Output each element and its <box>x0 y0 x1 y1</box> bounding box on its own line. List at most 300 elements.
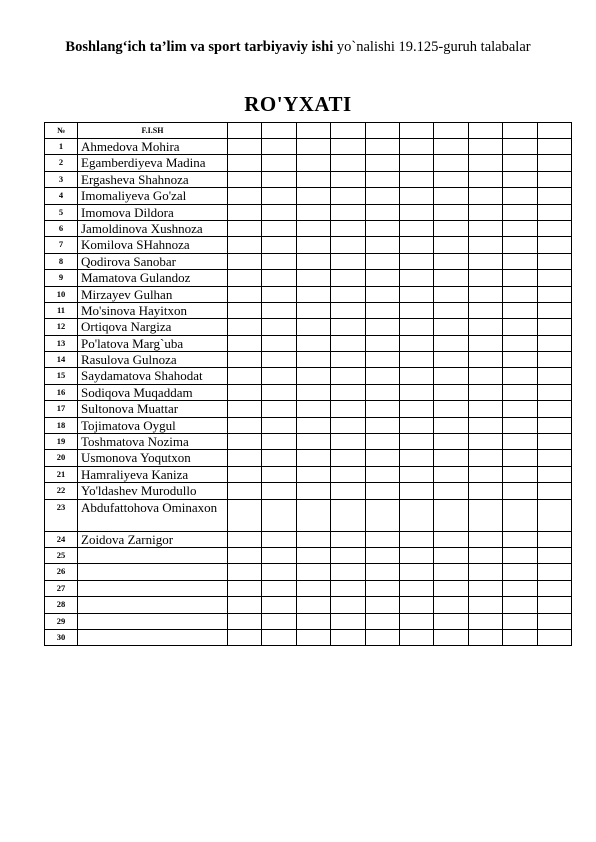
blank-cell <box>434 368 468 384</box>
blank-cell <box>365 171 399 187</box>
blank-cell <box>365 580 399 596</box>
blank-cell <box>262 401 296 417</box>
blank-cell <box>331 139 365 155</box>
blank-cell <box>399 466 433 482</box>
blank-cell <box>503 155 537 171</box>
header-normal-text: yo`nalishi 19.125-guruh talabalar <box>333 39 531 55</box>
blank-cell <box>262 155 296 171</box>
blank-cell <box>537 483 571 499</box>
blank-cell <box>537 302 571 318</box>
blank-cell <box>296 613 330 629</box>
blank-cell <box>468 188 502 204</box>
blank-cell <box>503 302 537 318</box>
blank-cell <box>537 139 571 155</box>
table-row <box>45 335 572 351</box>
blank-cell <box>399 580 433 596</box>
blank-cell <box>262 483 296 499</box>
blank-cell <box>228 499 262 531</box>
blank-cell <box>228 368 262 384</box>
student-name <box>78 580 228 596</box>
blank-cell <box>537 580 571 596</box>
blank-cell <box>503 352 537 368</box>
blank-cell <box>434 270 468 286</box>
blank-cell <box>503 417 537 433</box>
blank-cell <box>228 171 262 187</box>
row-number: 17 <box>45 401 78 417</box>
blank-cell <box>503 450 537 466</box>
blank-cell <box>468 384 502 400</box>
blank-cell <box>228 302 262 318</box>
blank-cell <box>468 531 502 547</box>
blank-cell <box>434 319 468 335</box>
table-row <box>45 171 572 187</box>
blank-cell <box>399 597 433 613</box>
blank-cell <box>503 335 537 351</box>
table-row <box>45 237 572 253</box>
table-row <box>45 434 572 450</box>
blank-cell <box>228 401 262 417</box>
blank-cell <box>503 368 537 384</box>
blank-cell <box>365 547 399 563</box>
table-row <box>45 302 572 318</box>
blank-cell <box>468 286 502 302</box>
blank-cell <box>365 401 399 417</box>
blank-cell <box>296 335 330 351</box>
blank-cell <box>399 417 433 433</box>
blank-cell <box>331 613 365 629</box>
table-row <box>45 450 572 466</box>
blank-cell <box>296 450 330 466</box>
blank-cell <box>331 368 365 384</box>
blank-cell <box>331 384 365 400</box>
blank-cell <box>331 531 365 547</box>
blank-cell <box>537 401 571 417</box>
table-row <box>45 368 572 384</box>
student-name <box>78 597 228 613</box>
blank-cell <box>537 204 571 220</box>
blank-cell <box>262 466 296 482</box>
blank-cell <box>399 434 433 450</box>
blank-cell <box>365 319 399 335</box>
table-row <box>45 401 572 417</box>
blank-cell <box>468 434 502 450</box>
blank-cell <box>434 335 468 351</box>
blank-cell <box>228 384 262 400</box>
blank-cell <box>434 401 468 417</box>
blank-cell <box>296 384 330 400</box>
blank-cell <box>468 417 502 433</box>
student-list-table <box>44 122 572 646</box>
blank-cell <box>331 155 365 171</box>
blank-cell <box>365 613 399 629</box>
table-row <box>45 580 572 596</box>
blank-cell <box>331 597 365 613</box>
blank-cell <box>468 547 502 563</box>
table-row <box>45 547 572 563</box>
blank-cell <box>331 580 365 596</box>
blank-cell <box>296 253 330 269</box>
blank-cell <box>537 270 571 286</box>
blank-cell <box>468 401 502 417</box>
blank-cell <box>262 368 296 384</box>
blank-cell <box>399 253 433 269</box>
blank-cell <box>262 352 296 368</box>
blank-cell <box>365 531 399 547</box>
blank-cell <box>296 368 330 384</box>
blank-cell <box>468 204 502 220</box>
student-name: Sodiqova Muqaddam <box>78 384 228 400</box>
blank-cell <box>468 220 502 236</box>
column-header-blank <box>331 123 365 139</box>
blank-cell <box>228 531 262 547</box>
blank-cell <box>228 286 262 302</box>
blank-cell <box>468 352 502 368</box>
blank-cell <box>262 580 296 596</box>
blank-cell <box>468 302 502 318</box>
blank-cell <box>537 384 571 400</box>
blank-cell <box>331 270 365 286</box>
blank-cell <box>399 155 433 171</box>
column-header-blank <box>262 123 296 139</box>
blank-cell <box>537 564 571 580</box>
row-number: 13 <box>45 335 78 351</box>
student-name: Qodirova Sanobar <box>78 253 228 269</box>
blank-cell <box>262 139 296 155</box>
blank-cell <box>503 384 537 400</box>
column-header-name: F.I.SH <box>78 123 228 139</box>
blank-cell <box>503 286 537 302</box>
blank-cell <box>537 237 571 253</box>
blank-cell <box>296 286 330 302</box>
blank-cell <box>399 499 433 531</box>
blank-cell <box>262 237 296 253</box>
blank-cell <box>262 286 296 302</box>
blank-cell <box>262 204 296 220</box>
blank-cell <box>399 483 433 499</box>
blank-cell <box>228 155 262 171</box>
blank-cell <box>399 286 433 302</box>
table-row <box>45 139 572 155</box>
blank-cell <box>296 171 330 187</box>
blank-cell <box>434 171 468 187</box>
blank-cell <box>228 188 262 204</box>
blank-cell <box>537 319 571 335</box>
blank-cell <box>503 580 537 596</box>
row-number: 6 <box>45 220 78 236</box>
blank-cell <box>331 629 365 645</box>
blank-cell <box>503 564 537 580</box>
blank-cell <box>503 401 537 417</box>
blank-cell <box>399 368 433 384</box>
blank-cell <box>503 270 537 286</box>
blank-cell <box>503 237 537 253</box>
blank-cell <box>296 434 330 450</box>
blank-cell <box>365 499 399 531</box>
blank-cell <box>468 629 502 645</box>
header-bold-text: Boshlang‘ich ta’lim va sport tarbiyaviy ishi <box>65 39 334 55</box>
blank-cell <box>331 188 365 204</box>
blank-cell <box>365 466 399 482</box>
blank-cell <box>434 531 468 547</box>
blank-cell <box>228 253 262 269</box>
blank-cell <box>228 434 262 450</box>
table-row <box>45 253 572 269</box>
student-name: Ergasheva Shahnoza <box>78 171 228 187</box>
student-name: Hamraliyeva Kaniza <box>78 466 228 482</box>
blank-cell <box>399 237 433 253</box>
blank-cell <box>331 319 365 335</box>
student-name: Usmonova Yoqutxon <box>78 450 228 466</box>
blank-cell <box>468 580 502 596</box>
row-number: 18 <box>45 417 78 433</box>
table-row <box>45 531 572 547</box>
blank-cell <box>262 417 296 433</box>
student-name: Tojimatova Oygul <box>78 417 228 433</box>
blank-cell <box>399 188 433 204</box>
blank-cell <box>296 417 330 433</box>
blank-cell <box>296 139 330 155</box>
blank-cell <box>365 188 399 204</box>
blank-cell <box>296 547 330 563</box>
blank-cell <box>434 220 468 236</box>
blank-cell <box>296 466 330 482</box>
blank-cell <box>399 302 433 318</box>
blank-cell <box>434 450 468 466</box>
blank-cell <box>468 155 502 171</box>
blank-cell <box>331 434 365 450</box>
row-number: 23 <box>45 499 78 531</box>
column-header-blank <box>537 123 571 139</box>
blank-cell <box>434 155 468 171</box>
blank-cell <box>365 139 399 155</box>
blank-cell <box>537 547 571 563</box>
blank-cell <box>228 204 262 220</box>
blank-cell <box>228 237 262 253</box>
blank-cell <box>537 155 571 171</box>
student-name: Egamberdiyeva Madina <box>78 155 228 171</box>
student-name: Jamoldinova Xushnoza <box>78 220 228 236</box>
blank-cell <box>537 450 571 466</box>
blank-cell <box>331 237 365 253</box>
blank-cell <box>434 302 468 318</box>
column-header-blank <box>296 123 330 139</box>
row-number: 26 <box>45 564 78 580</box>
blank-cell <box>434 597 468 613</box>
blank-cell <box>537 220 571 236</box>
blank-cell <box>503 139 537 155</box>
blank-cell <box>503 597 537 613</box>
blank-cell <box>503 466 537 482</box>
table-row <box>45 629 572 645</box>
table-row <box>45 597 572 613</box>
blank-cell <box>434 417 468 433</box>
blank-cell <box>399 220 433 236</box>
blank-cell <box>262 434 296 450</box>
row-number: 25 <box>45 547 78 563</box>
blank-cell <box>228 564 262 580</box>
row-number: 30 <box>45 629 78 645</box>
blank-cell <box>296 580 330 596</box>
blank-cell <box>434 352 468 368</box>
student-name <box>78 547 228 563</box>
blank-cell <box>228 483 262 499</box>
blank-cell <box>365 204 399 220</box>
blank-cell <box>331 547 365 563</box>
student-name: Ortiqova Nargiza <box>78 319 228 335</box>
blank-cell <box>331 204 365 220</box>
student-name: Zoidova Zarnigor <box>78 531 228 547</box>
blank-cell <box>399 204 433 220</box>
blank-cell <box>434 434 468 450</box>
blank-cell <box>296 352 330 368</box>
blank-cell <box>503 629 537 645</box>
table-row <box>45 352 572 368</box>
row-number: 22 <box>45 483 78 499</box>
blank-cell <box>399 319 433 335</box>
blank-cell <box>537 597 571 613</box>
blank-cell <box>468 335 502 351</box>
blank-cell <box>434 204 468 220</box>
blank-cell <box>399 335 433 351</box>
blank-cell <box>503 531 537 547</box>
blank-cell <box>434 613 468 629</box>
student-name: Mamatova Gulandoz <box>78 270 228 286</box>
blank-cell <box>331 171 365 187</box>
blank-cell <box>468 613 502 629</box>
row-number: 21 <box>45 466 78 482</box>
blank-cell <box>228 580 262 596</box>
blank-cell <box>228 335 262 351</box>
blank-cell <box>468 483 502 499</box>
blank-cell <box>434 629 468 645</box>
blank-cell <box>331 253 365 269</box>
blank-cell <box>537 286 571 302</box>
blank-cell <box>468 564 502 580</box>
blank-cell <box>468 597 502 613</box>
table-header-row <box>45 123 572 139</box>
blank-cell <box>262 335 296 351</box>
blank-cell <box>365 597 399 613</box>
blank-cell <box>331 220 365 236</box>
table-row <box>45 483 572 499</box>
blank-cell <box>331 335 365 351</box>
blank-cell <box>365 450 399 466</box>
blank-cell <box>399 547 433 563</box>
blank-cell <box>262 188 296 204</box>
row-number: 16 <box>45 384 78 400</box>
blank-cell <box>228 629 262 645</box>
column-header-blank <box>228 123 262 139</box>
blank-cell <box>434 286 468 302</box>
blank-cell <box>296 220 330 236</box>
student-name: Imomaliyeva Go'zal <box>78 188 228 204</box>
blank-cell <box>228 547 262 563</box>
student-name: Imomova Dildora <box>78 204 228 220</box>
blank-cell <box>399 270 433 286</box>
blank-cell <box>262 629 296 645</box>
student-name: Ahmedova Mohira <box>78 139 228 155</box>
blank-cell <box>399 629 433 645</box>
blank-cell <box>296 499 330 531</box>
blank-cell <box>331 401 365 417</box>
blank-cell <box>228 139 262 155</box>
blank-cell <box>296 319 330 335</box>
row-number: 27 <box>45 580 78 596</box>
blank-cell <box>537 629 571 645</box>
blank-cell <box>537 417 571 433</box>
blank-cell <box>399 401 433 417</box>
blank-cell <box>296 597 330 613</box>
blank-cell <box>296 483 330 499</box>
blank-cell <box>331 564 365 580</box>
blank-cell <box>296 237 330 253</box>
blank-cell <box>365 155 399 171</box>
blank-cell <box>468 368 502 384</box>
row-number: 5 <box>45 204 78 220</box>
blank-cell <box>296 155 330 171</box>
student-name <box>78 564 228 580</box>
blank-cell <box>331 466 365 482</box>
student-name <box>78 613 228 629</box>
blank-cell <box>296 302 330 318</box>
blank-cell <box>296 531 330 547</box>
blank-cell <box>296 204 330 220</box>
blank-cell <box>365 368 399 384</box>
table-row <box>45 155 572 171</box>
column-header-blank <box>399 123 433 139</box>
student-name <box>78 629 228 645</box>
blank-cell <box>434 483 468 499</box>
blank-cell <box>434 139 468 155</box>
blank-cell <box>262 450 296 466</box>
blank-cell <box>365 564 399 580</box>
table-row <box>45 319 572 335</box>
student-name: Po'latova Marg`uba <box>78 335 228 351</box>
blank-cell <box>399 171 433 187</box>
blank-cell <box>228 450 262 466</box>
blank-cell <box>331 302 365 318</box>
row-number: 3 <box>45 171 78 187</box>
blank-cell <box>296 401 330 417</box>
blank-cell <box>331 286 365 302</box>
blank-cell <box>434 253 468 269</box>
row-number: 12 <box>45 319 78 335</box>
blank-cell <box>262 171 296 187</box>
blank-cell <box>434 547 468 563</box>
blank-cell <box>468 139 502 155</box>
blank-cell <box>228 352 262 368</box>
blank-cell <box>228 466 262 482</box>
blank-cell <box>296 564 330 580</box>
blank-cell <box>399 384 433 400</box>
blank-cell <box>331 499 365 531</box>
blank-cell <box>365 434 399 450</box>
blank-cell <box>537 613 571 629</box>
blank-cell <box>365 220 399 236</box>
blank-cell <box>365 286 399 302</box>
blank-cell <box>503 319 537 335</box>
blank-cell <box>434 384 468 400</box>
blank-cell <box>262 597 296 613</box>
column-header-blank <box>468 123 502 139</box>
blank-cell <box>365 417 399 433</box>
blank-cell <box>468 450 502 466</box>
document-header <box>40 39 556 56</box>
blank-cell <box>434 188 468 204</box>
student-name: Toshmatova Nozima <box>78 434 228 450</box>
blank-cell <box>228 270 262 286</box>
blank-cell <box>228 597 262 613</box>
